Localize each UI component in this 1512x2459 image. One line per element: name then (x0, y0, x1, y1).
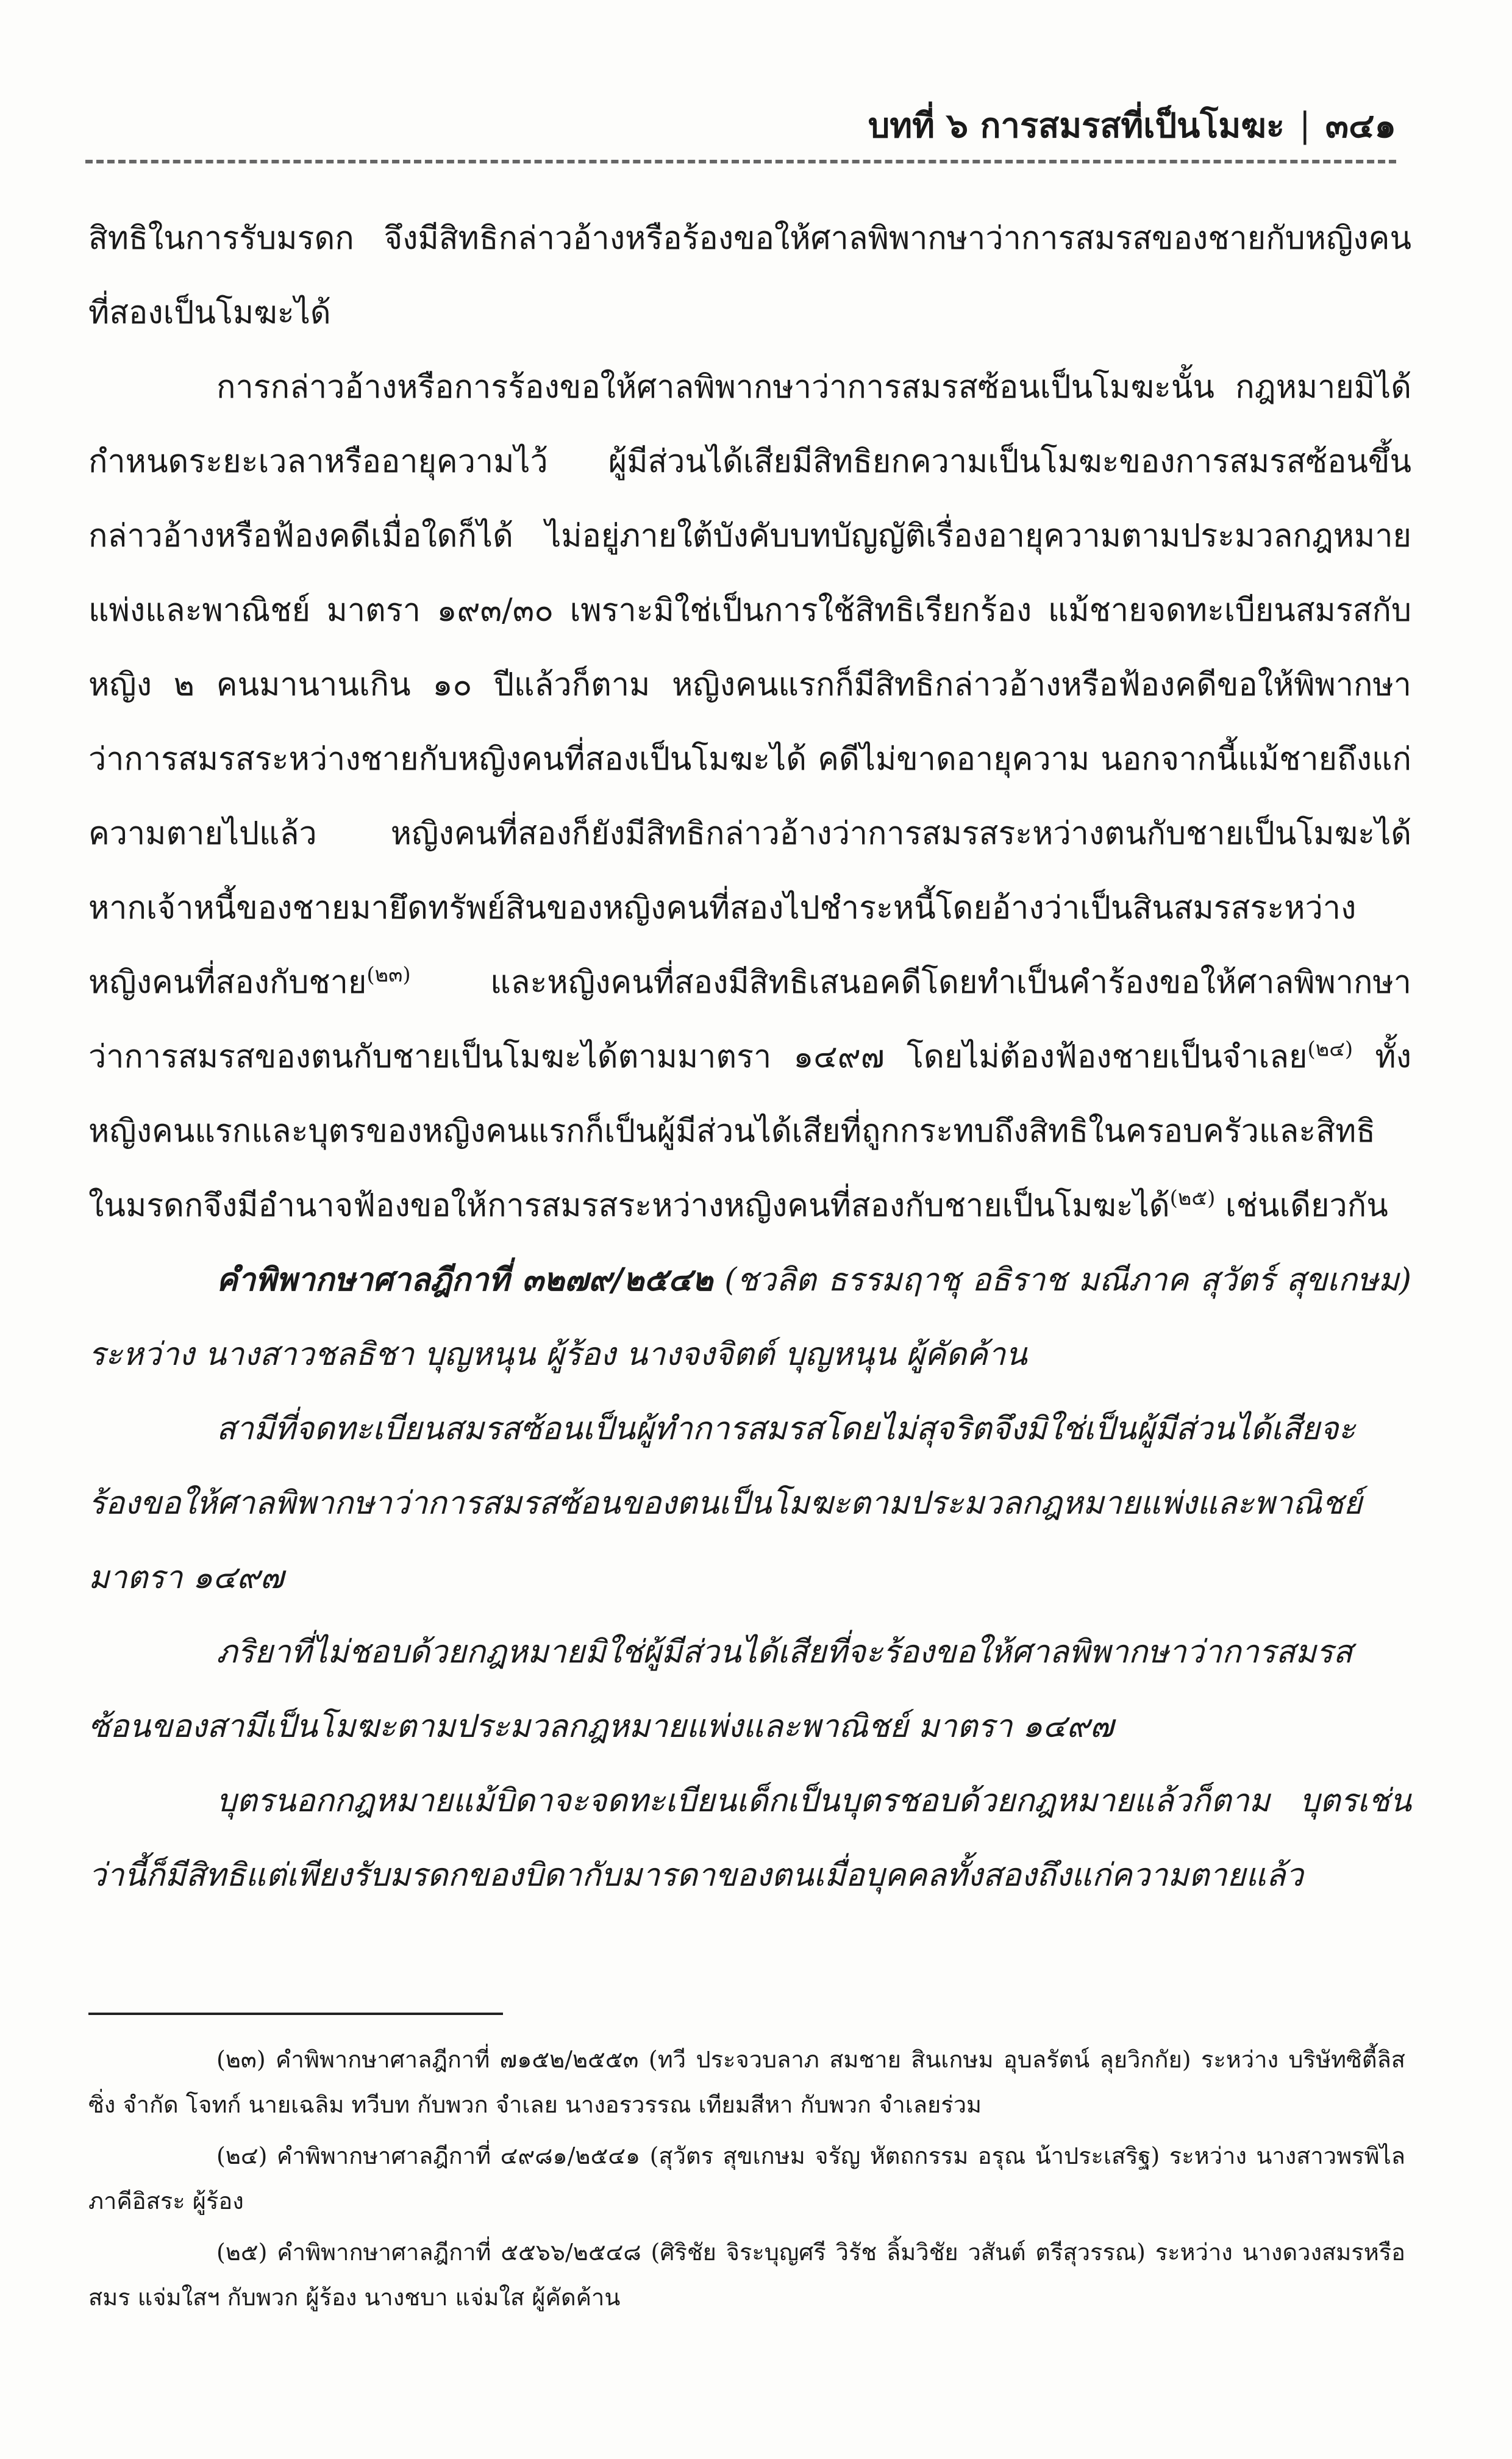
footnote-23: (๒๓) คำพิพากษาศาลฎีกาที่ ๗๑๕๒/๒๕๕๓ (ทวี ประจวบลาภ สมชาย สินเกษม อุบลรัตน์ ลุยวิกกัย) ระหว่าง บริษัทซิตี้ลิสซิ่ง จำกัด โจทก์ นายเฉลิม ทวีบท กับพวก จำเลย นางอรวรรณ เทียมสีหา กับพวก จำเลยร่วม (88, 2046, 1405, 2118)
case-holding-2: ภริยาที่ไม่ชอบด้วยกฎหมายมิใช่ผู้มีส่วนได้เสียที่จะร้องขอให้ศาลพิพากษาว่าการสมรสซ้อนของสามีเป็นโมฆะตามประมวลกฎหมายแพ่งและพาณิชย์ มาตรา ๑๔๙๗ (88, 1634, 1353, 1745)
footnote-rule (88, 2013, 503, 2015)
header-rule (85, 160, 1396, 163)
footnote-24: (๒๔) คำพิพากษาศาลฎีกาที่ ๔๙๘๑/๒๕๔๑ (สุวัตร สุขเกษม จรัญ หัตถกรรม อรุณ น้าประเสริฐ) ระหว่าง นางสาวพรพิไล ภาคีอิสระ ผู้ร้อง (88, 2142, 1405, 2214)
footnote-25: (๒๕) คำพิพากษาศาลฎีกาที่ ๕๕๖๖/๒๕๔๘ (ศิริชัย จิระบุญศรี วิรัช ลิ้มวิชัย วสันต์ ตรีสุวรรณ) ระหว่าง นางดวงสมรหรือสมร แจ่มใสฯ กับพวก ผู้ร้อง นางชบา แจ่มใส ผู้คัดค้าน (88, 2239, 1405, 2311)
paragraph-continued: สิทธิในการรับมรดก จึงมีสิทธิกล่าวอ้างหรือร้องขอให้ศาลพิพากษาว่าการสมรสของชายกับหญิงคนที่สองเป็นโมฆะได้ (88, 220, 1411, 331)
footnotes (88, 2037, 1405, 2326)
case-holding-1: สามีที่จดทะเบียนสมรสซ้อนเป็นผู้ทำการสมรสโดยไม่สุจริตจึงมิใช่เป็นผู้มีส่วนได้เสียจะร้องขอให้ศาลพิพากษาว่าการสมรสซ้อนของตนเป็นโมฆะตามประมวลกฎหมายแพ่งและพาณิชย์ มาตรา ๑๔๙๗ (88, 1411, 1363, 1596)
page-number: ๓๔๑ (1325, 105, 1396, 146)
paragraph-text: การกล่าวอ้างหรือการร้องขอให้ศาลพิพากษาว่าการสมรสซ้อนเป็นโมฆะนั้น กฎหมายมิได้กำหนดระยะเวลาหรืออายุความไว้ ผู้มีส่วนได้เสียมีสิทธิยกความเป็นโมฆะของการสมรสซ้อนขึ้นกล่าวอ้างหรือฟ้องคดีเมื่อใดก็ได้ ไม่อยู่ภายใต้บังคับบทบัญญัติเรื่องอายุความตามประมวลกฎหมายแพ่งและพาณิชย์ มาตรา ๑๙๓/๓๐ เพราะมิใช่เป็นการใช้สิทธิเรียกร้อง แม้ชายจดทะเบียนสมรสกับหญิง ๒ คนมานานเกิน ๑๐ ปีแล้วก็ตาม หญิงคนแรกก็มีสิทธิกล่าวอ้างหรือฟ้องคดีขอให้พิพากษาว่าการสมรสระหว่างชายกับหญิงคนที่สองเป็นโมฆะได้ คดีไม่ขาดอายุความ นอกจากนี้แม้ชายถึงแก่ความตายไปแล้ว หญิงคนที่สองก็ยังมีสิทธิกล่าวอ้างว่าการสมรสระหว่างตนกับชายเป็นโมฆะได้ หากเจ้าหนี้ของชายมายึดทรัพย์สินของหญิงคนที่สองไปชำระหนี้โดยอ้างว่าเป็นสินสมรสระหว่างหญิงคนที่สองกับชาย (88, 369, 1411, 1001)
running-header (85, 91, 1396, 159)
footnote-ref-23: (๒๓) (366, 962, 411, 987)
chapter-title: บทที่ ๖ การสมรสที่เป็นโมฆะ (868, 105, 1285, 146)
case-parties: (ชวลิต ธรรมฤาชุ อธิราช มณีภาค สุวัตร์ สุขเกษม) ระหว่าง นางสาวชลธิชา บุญหนุน ผู้ร้อง นางจงจิตต์ บุญหนุน ผู้คัดค้าน (88, 1262, 1411, 1373)
case-citation (88, 1243, 1411, 1392)
paragraph-double-marriage (88, 350, 1411, 1243)
footnote-ref-25: (๒๕) (1169, 1186, 1216, 1211)
case-holding-3: บุตรนอกกฎหมายแม้บิดาจะจดทะเบียนเด็กเป็นบุตรชอบด้วยกฎหมายแล้วก็ตาม บุตรเช่นว่านี้ก็มีสิทธิแต่เพียงรับมรดกของบิดากับมารดาของตนเมื่อบุคคลทั้งสองถึงแก่ความตายแล้ว (88, 1783, 1411, 1894)
paragraph-text: ทั้งหญิงคนแรกและบุตรของหญิงคนแรกก็เป็นผู้มีส่วนได้เสียที่ถูกกระทบถึงสิทธิในครอบครัวและสิทธิในมรดกจึงมีอำนาจฟ้องขอให้การสมรสระหว่างหญิงคนที่สองกับชายเป็นโมฆะได้ (88, 1039, 1411, 1224)
paragraph-text: เช่นเดียวกัน (1215, 1187, 1388, 1224)
body-text (88, 201, 1411, 1913)
paragraph-text: และหญิงคนที่สองมีสิทธิเสนอคดีโดยทำเป็นคำร้องขอให้ศาลพิพากษาว่าการสมรสของตนกับชายเป็นโมฆะได้ตามมาตรา ๑๔๙๗ โดยไม่ต้องฟ้องชายเป็นจำเลย (88, 964, 1411, 1075)
footnote-ref-24: (๒๔) (1307, 1037, 1353, 1062)
header-separator: | (1299, 105, 1311, 145)
case-title: คำพิพากษาศาลฎีกาที่ ๓๒๗๙/๒๕๔๒ (216, 1261, 713, 1298)
